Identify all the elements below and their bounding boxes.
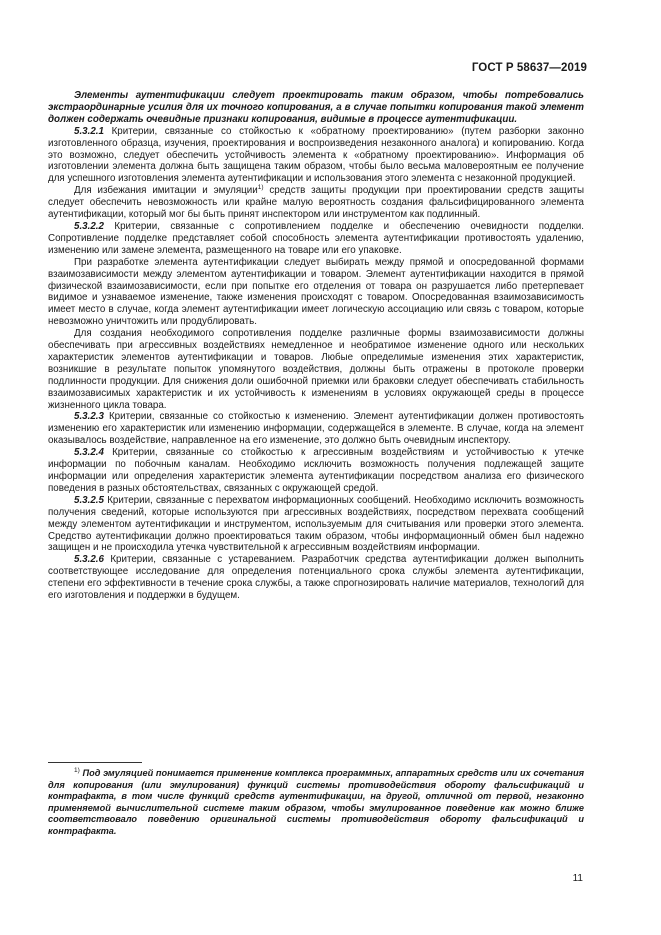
section-number: 5.3.2.2: [74, 220, 104, 232]
footnote-mark: 1): [74, 767, 80, 774]
section-5-3-2-6: [48, 554, 584, 602]
page-number: 11: [572, 873, 583, 884]
paragraph-text: Для избежания имитации и эмуляции: [74, 185, 258, 197]
section-5-3-2-3: [48, 411, 584, 447]
section-number: 5.3.2.1: [74, 125, 104, 137]
section-5-3-2-5: [48, 495, 584, 555]
section-5-3-2-1: [48, 126, 584, 186]
forms-paragraph: Для создания необходимого сопротивления подделке различные формы взаимозависимости должны обеспечивать при агрессивных воздействиях немедленное и необратимое изменение одного или нескольких характеристик элементов аутентификации и товаров. Любые определимые изменения этих характеристик, возникшие в результате попыток упомянутого воздействия, должны быть отражены в протоколе проверки подлинности продукции. Для снижения доли ошибочной приемки или браковки следует обеспечивать стабильность взаимозависимых характеристик и их устойчивость к изменениям в условиях окружающей среды в процессе жизненного цикла товара.: [48, 328, 584, 411]
footnote: [48, 768, 584, 838]
section-text: Критерии, связанные со стойкостью к изменению. Элемент аутентификации должен противостоять изменению его характеристик или изменению информации, содержащейся в элементе. В случае, когда на элемент оказывалось воздействие, направленное на его изменение, это должно быть очевидным инспектору.: [48, 411, 584, 447]
section-5-3-2-2: [48, 221, 584, 257]
imitation-paragraph: [48, 185, 584, 221]
footnote-divider: [48, 762, 142, 763]
standard-header: ГОСТ Р 58637—2019: [471, 62, 587, 74]
section-number: 5.3.2.6: [74, 554, 104, 566]
interdependence-paragraph: При разработке элемента аутентификации следует выбирать между прямой и опосредованной формами взаимозависимости между элементом аутентификации и товаром. Элемент аутентификации находится в прямой физической взаимозависимости, если при попытке его отделения от товара он разрушается либо претерпевает видимое и узнаваемое изменение, также изменения происходят с товаром. Опосредованная взаимозависимость имеет место в случае, когда элемент аутентификации имеет логическую ассоциацию или связь с товаром, которые невозможно уничтожить или продублировать.: [48, 256, 584, 328]
section-text: Критерии, связанные с сопротивлением подделке и обеспечению очевидности подделки. Сопротивление подделке представляет собой способность элемента аутентификации противостоять удалению, изменению или замене элемента, размещенного на товаре или его упаковке.: [48, 220, 584, 256]
section-number: 5.3.2.4: [74, 447, 104, 459]
footnote-reference[interactable]: 1): [257, 184, 264, 192]
section-text: Критерии, связанные со стойкостью к агрессивным воздействиям и устойчивостью к утечке информации по побочным каналам. Необходимо исключить возможность получения подлежащей защите информации или определения характеристик элемента аутентификации посредством анализа его физического поведения в разных обстоятельствах, связанных с окружающей средой.: [48, 447, 584, 494]
section-text: Критерии, связанные с устареванием. Разработчик средства аутентификации должен выполнить соответствующее исследование для определения потенциального срока службы элемента аутентификации, степени его эффективности в течение срока службы, а также спрогнозировать наличие материалов, технологий для его изготовления и поддержки в будущем.: [48, 554, 584, 602]
paragraph-text: средств защиты продукции при проектировании средств защиты следует обеспечить невозможность или крайне малую вероятность создания фальсифицированного элемента аутентификации, который мог бы быть принят инспектором или инструментом как подлинный.: [48, 185, 584, 221]
section-5-3-2-4: [48, 447, 584, 495]
section-text: Критерии, связанные с перехватом информационных сообщений. Необходимо исключить возможность получения сведений, которые используются при агрессивных воздействиях, посредством перехвата сообщений между элементом аутентификации и инструментом, используемым для считывания или проверки этого элемента. Средство аутентификации должно проектироваться таким образом, чтобы информационный обмен был надежно защищен и не происходила утечка чувствительной к агрессивным воздействиям информации.: [48, 494, 584, 554]
section-text: Критерии, связанные со стойкостью к «обратному проектированию» (путем разборки законно изготовленного образца, изучения, проектирования и воспроизведения незаконного аналога) и копированию. Когда это возможно, следует обеспечить устойчивость элемента к «обратному проектированию». Информация об изготовлении элемента должна быть защищена таким образом, чтобы было весьма маловероятным ее получение для успешного изготовления элемента аутентификации и использования этого элемента с незаконной продукцией.: [48, 125, 584, 185]
document-body: [48, 90, 584, 602]
section-number: 5.3.2.3: [74, 411, 104, 423]
footnote-text: Под эмуляцией понимается применение комплекса программных, аппаратных средств или их сочетания для копирования (или эмулирования) функций системы противодействия обороту фальсификаций и контрафакта, в том числе функций средств аутентификации, на другой, отличной от первой, незаконно применяемой вычислительной системе таким образом, чтобы эмулированное поведение как можно ближе соответствовало поведению оригинальной системы противодействия обороту фальсификаций и контрафакта.: [48, 768, 584, 836]
intro-paragraph: Элементы аутентификации следует проектировать таким образом, чтобы потребовались экстраординарные усилия для их точного копирования, а в случае попытки копирования такой элемент должен содержать очевидные признаки копирования, видимые в процессе аутентификации.: [48, 90, 584, 125]
section-number: 5.3.2.5: [74, 494, 104, 506]
